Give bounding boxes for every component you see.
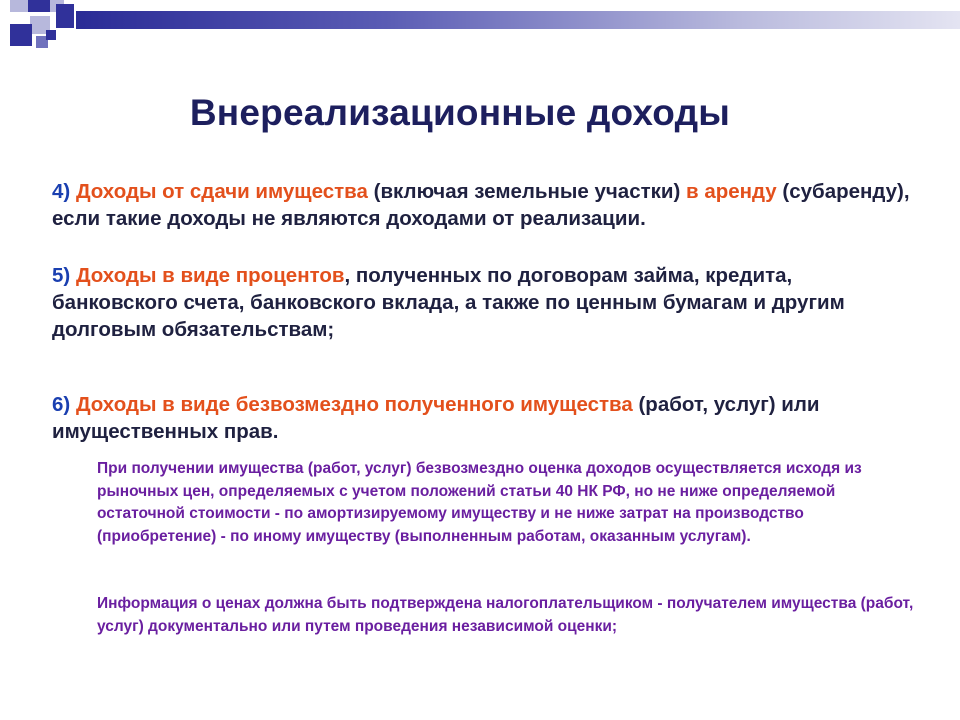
item-text: (работ, услуг) или имущественных прав. bbox=[52, 393, 820, 443]
item-highlight: Доходы в виде процентов bbox=[75, 264, 345, 287]
decor-square-6 bbox=[10, 24, 32, 46]
slide-title: Внереализационные доходы bbox=[189, 92, 731, 133]
note-paragraph: При получении имущества (работ, услуг) безвозмездно оценка доходов осуществляется исходя из рыночных цен, определяемых с учетом положений статьи 40 НК РФ, но не ниже определяемой остаточной стоимости - по амортизируемому имуществу и не ниже затрат на производство (приобретение) - по иному имуществу (выполненным работам, оказанным услугам). bbox=[97, 460, 862, 545]
decor-square-8 bbox=[46, 30, 56, 40]
item-highlight: в аренду bbox=[686, 180, 777, 203]
decor-square-1 bbox=[10, 0, 28, 12]
item-number: 4) bbox=[52, 180, 71, 203]
header-gradient-bar bbox=[76, 11, 960, 29]
item-text: (субаренду), если такие доходы не являются доходами от реализации. bbox=[52, 180, 910, 230]
decor-square-2 bbox=[28, 0, 50, 12]
item-number: 5) bbox=[52, 264, 71, 287]
item-text: , полученных по договорам займа, кредита, банковского счета, банковского вклада, а также по ценным бумагам и другим долговым обязательствам; bbox=[52, 264, 845, 341]
note-paragraph: Информация о ценах должна быть подтверждена налогоплательщиком - получателем имущества (работ, услуг) документально или путем проведения независимой оценки; bbox=[97, 595, 914, 635]
item-highlight: Доходы от сдачи имущества bbox=[75, 180, 368, 203]
list-item-6 bbox=[52, 391, 912, 445]
list-item-5 bbox=[52, 262, 912, 343]
item-highlight: Доходы в виде безвозмездно полученного имущества bbox=[75, 393, 633, 416]
item-text: (включая земельные участки) bbox=[367, 180, 687, 203]
decor-square-4 bbox=[56, 4, 74, 28]
list-item-4 bbox=[52, 178, 912, 232]
item-number: 6) bbox=[52, 393, 71, 416]
